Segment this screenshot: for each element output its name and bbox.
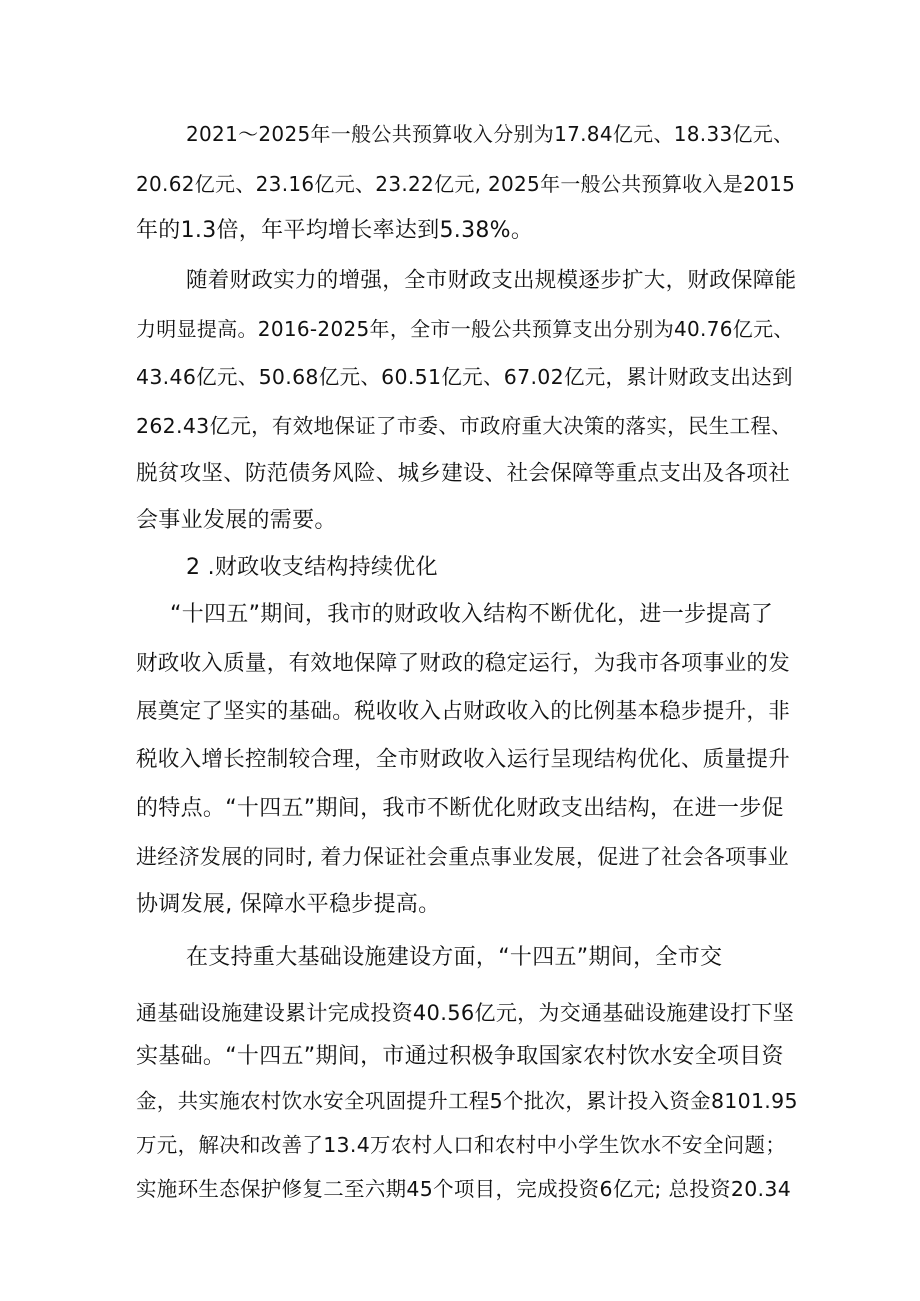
paragraph-line-2: 20.62亿元、23.16亿元、23.22亿元, 2025年一般公共预算收入是2015 <box>136 172 796 196</box>
paragraph-line-19: 实基础。“十四五”期间，市通过积极争取国家农村饮水安全项目资 <box>136 1044 784 1069</box>
paragraph-line-1: 2021〜2025年一般公共预算收入分别为17.84亿元、18.33亿元、 <box>186 122 794 146</box>
paragraph-line-6: 43.46亿元、50.68亿元、60.51亿元、67.02亿元，累计财政支出达到 <box>136 365 793 389</box>
paragraph-line-20: 金，共实施农村饮水安全巩固提升工程5个批次，累计投入资金8101.95 <box>136 1089 798 1113</box>
paragraph-line-3: 年的1.3倍，年平均增长率达到5.38%。 <box>136 218 534 243</box>
paragraph-line-10: “十四五”期间，我市的财政收入结构不断优化，进一步提高了 <box>170 602 774 627</box>
paragraph-line-11: 财政收入质量，有效地保障了财政的稳定运行，为我市各项事业的发 <box>136 651 791 676</box>
paragraph-line-22: 实施环生态保护修复二至六期45个项目，完成投资6亿元; 总投资20.34 <box>136 1177 792 1201</box>
paragraph-line-4: 随着财政实力的增强，全市财政支出规模逐步扩大，财政保障能 <box>186 268 797 293</box>
paragraph-line-8: 脱贫攻坚、防范债务风险、城乡建设、社会保障等重点支出及各项社 <box>136 461 791 486</box>
paragraph-line-21: 万元，解决和改善了13.4万农村人口和农村中小学生饮水不安全问题； <box>136 1133 787 1157</box>
paragraph-line-18: 通基础设施建设累计完成投资40.56亿元，为交通基础设施建设打下坚 <box>136 1001 795 1025</box>
paragraph-line-12: 展奠定了坚实的基础。税收收入占财政收入的比例基本稳步提升，非 <box>136 699 791 724</box>
paragraph-line-15: 进经济发展的同时, 着力保证社会重点事业发展，促进了社会各项事业 <box>136 845 789 869</box>
paragraph-line-14: 的特点。“十四五”期间，我市不断优化财政支出结构，在进一步促 <box>136 796 784 821</box>
paragraph-line-16: 协调发展, 保障水平稳步提高。 <box>136 892 441 917</box>
paragraph-line-7: 262.43亿元，有效地保证了市委、市政府重大决策的落实，民生工程、 <box>136 414 792 438</box>
paragraph-line-13: 税收入增长控制较合理，全市财政收入运行呈现结构优化、质量提升 <box>136 747 791 772</box>
section-heading: 2 .财政收支结构持续优化 <box>186 555 438 580</box>
paragraph-line-17: 在支持重大基础设施建设方面，“十四五”期间，全市交 <box>186 945 723 970</box>
paragraph-line-9: 会事业发展的需要。 <box>136 508 337 533</box>
paragraph-line-5: 力明显提高。2016-2025年，全市一般公共预算支出分别为40.76亿元、 <box>136 317 794 341</box>
